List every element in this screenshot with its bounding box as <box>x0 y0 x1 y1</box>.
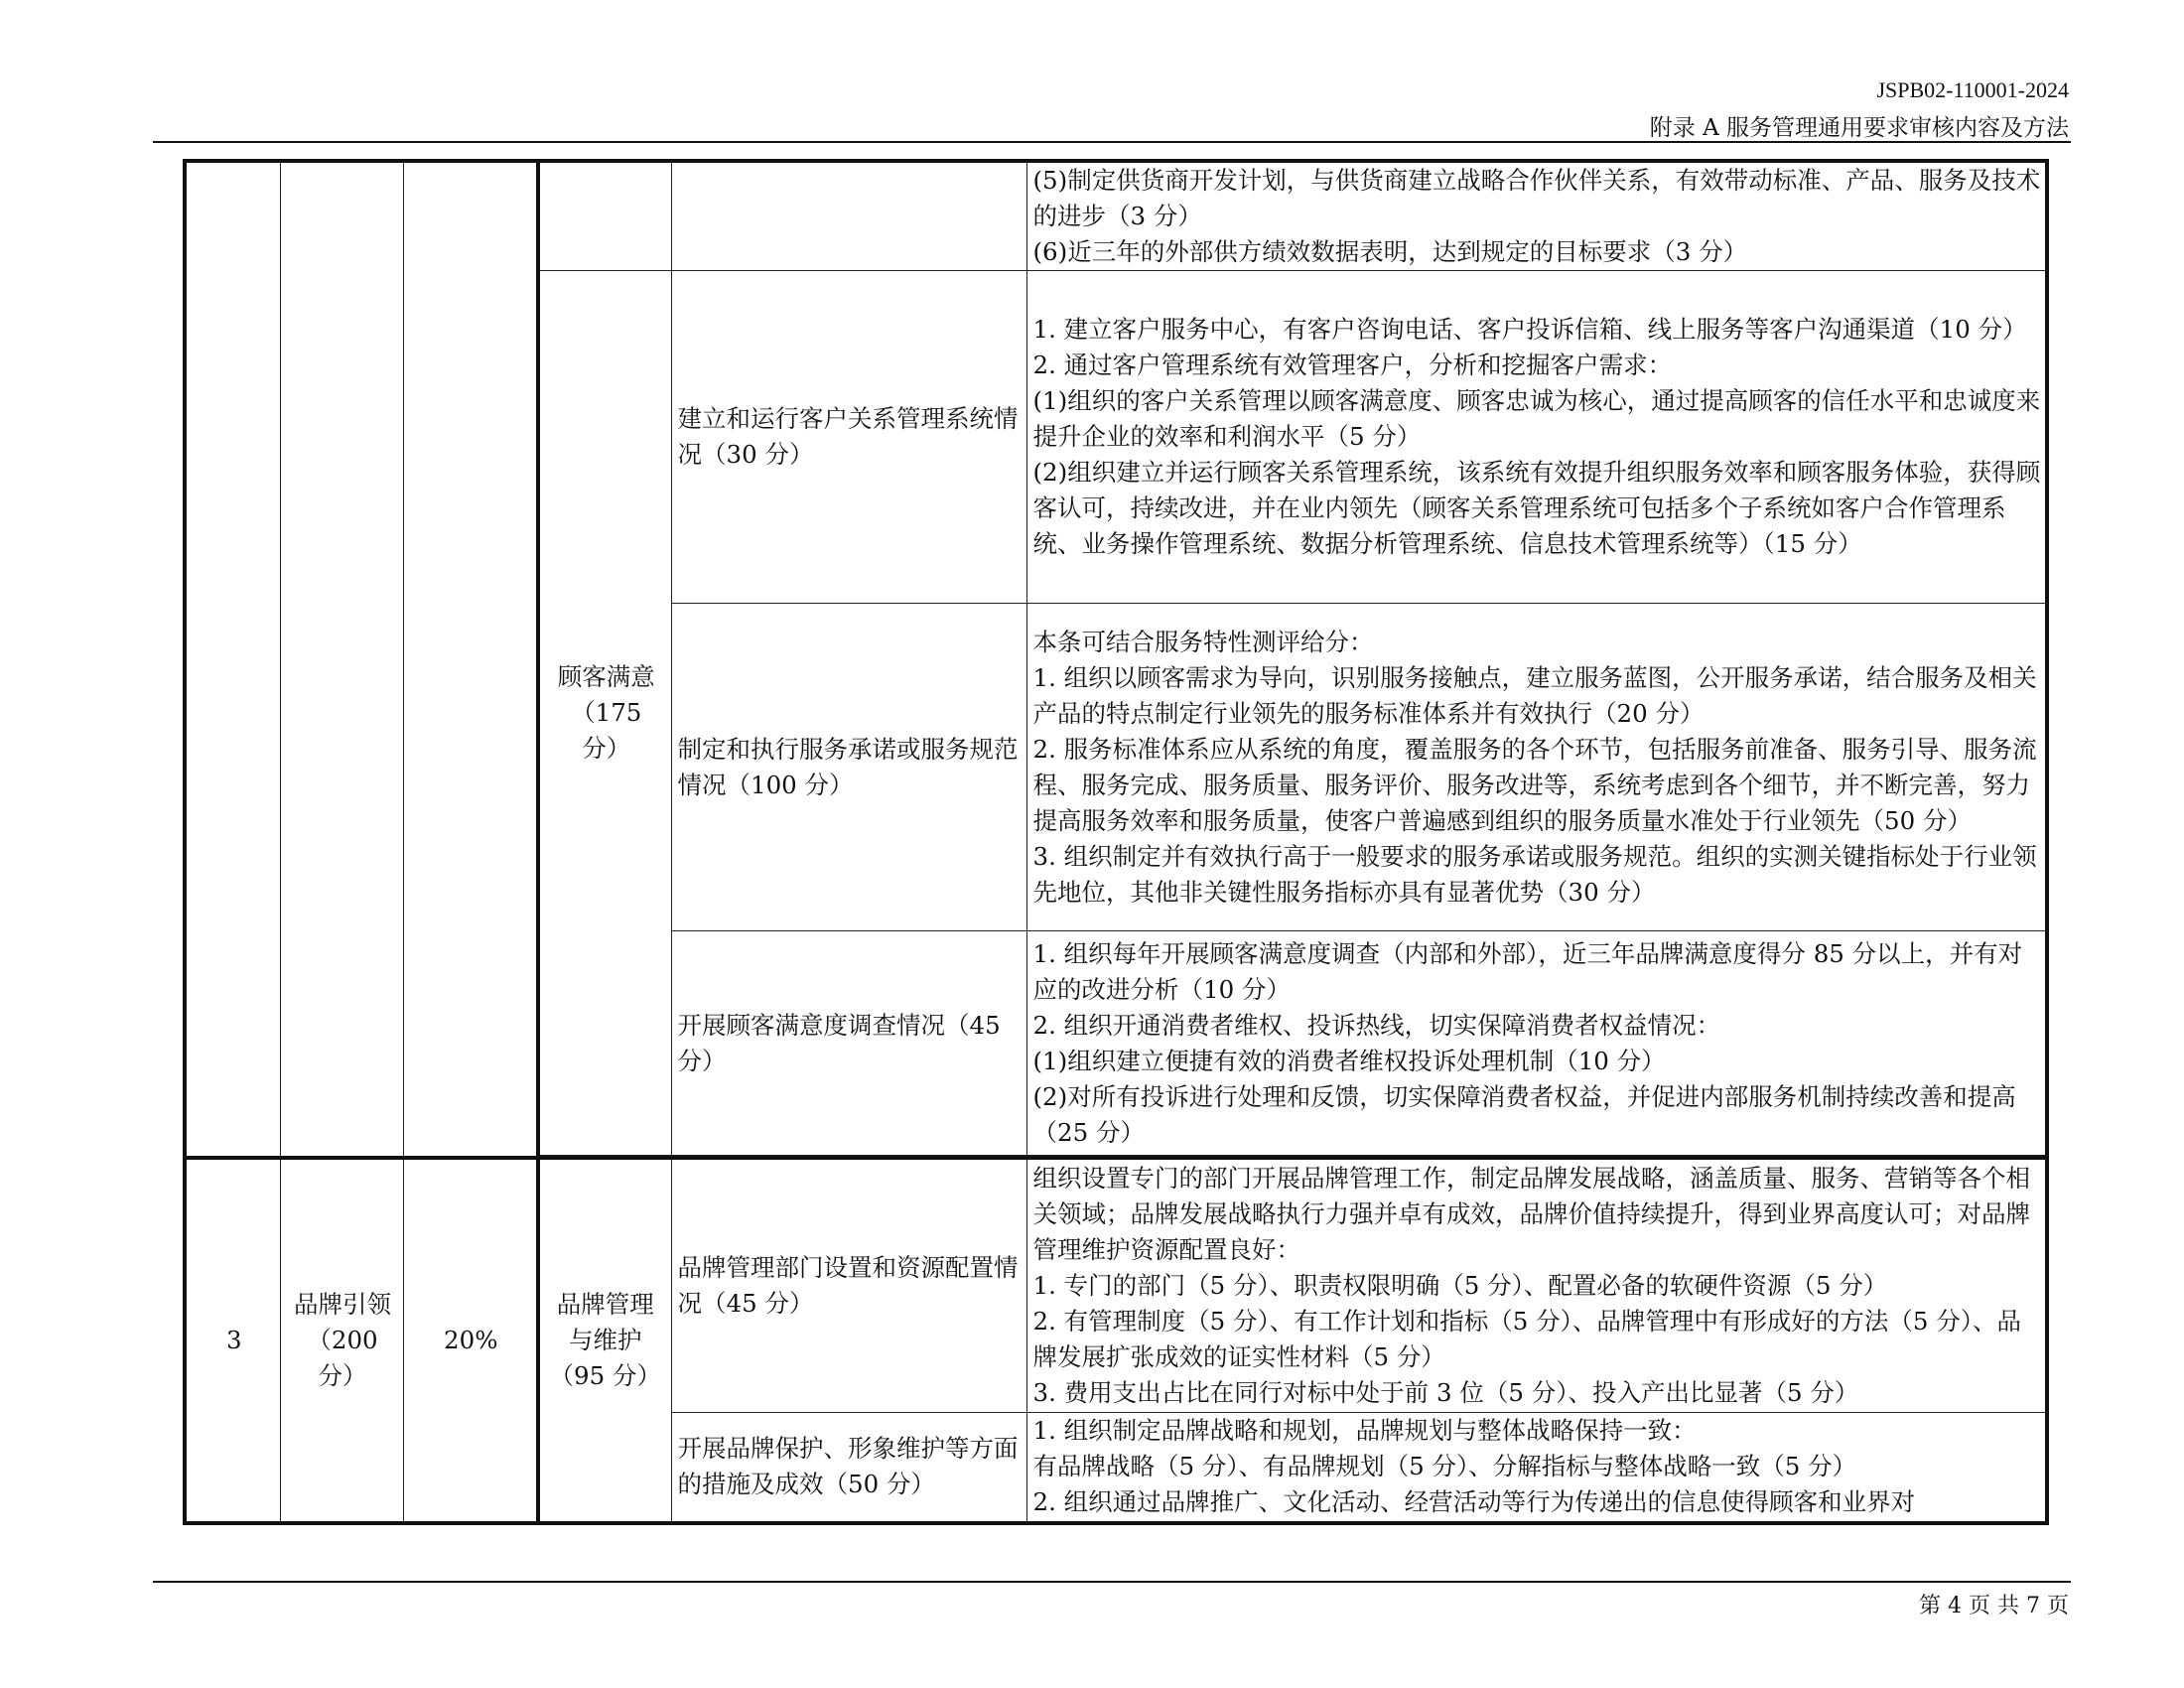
category-label: （175 <box>571 698 642 727</box>
dimension-cell-continued <box>280 161 403 1158</box>
category-label: 顾客满意 <box>557 662 655 691</box>
item-name-cell: 开展顾客满意度调查情况（45 分） <box>671 931 1026 1156</box>
detail-cell <box>1026 931 2047 1156</box>
detail-line: (6)近三年的外部供方绩效数据表明，达到规定的目标要求（3 分） <box>1032 237 1748 266</box>
audit-table <box>183 159 2049 1525</box>
footer-rule <box>153 1581 2071 1583</box>
category-label: 与维护 <box>569 1326 642 1354</box>
detail-cell <box>1026 1412 2047 1523</box>
item-name-cell: 品牌管理部门设置和资源配置情况（45 分） <box>671 1158 1026 1412</box>
detail-line: 3. 费用支出占比在同行对标中处于前 3 位（5 分）、投入产出比显著（5 分） <box>1032 1377 1859 1407</box>
detail-line: 1. 组织以顾客需求为导向，识别服务接触点，建立服务蓝图，公开服务承诺，结合服务及相关产品的特点制定行业领先的服务标准体系并有效执行（20 分） <box>1032 662 2037 728</box>
category-label: 分） <box>582 734 631 763</box>
detail-line: 1. 组织每年开展顾客满意度调查（内部和外部），近三年品牌满意度得分 85 分以上，并有对应的改进分析（10 分） <box>1032 938 2023 1004</box>
detail-line: (5)制定供货商开发计划，与供货商建立战略合作伙伴关系，有效带动标准、产品、服务及技术的进步（3 分） <box>1032 166 2041 230</box>
detail-cell <box>1026 161 2047 271</box>
weight-cell-continued <box>403 161 538 1158</box>
detail-line: 有品牌战略（5 分）、有品牌规划（5 分）、分解指标与整体战略一致（5 分） <box>1032 1452 1857 1481</box>
dimension-cell <box>280 1158 403 1523</box>
detail-line: (2)对所有投诉进行处理和反馈，切实保障消费者权益，并促进内部服务机制持续改善和提高（25 分） <box>1032 1081 2016 1147</box>
category-cell <box>538 1158 671 1523</box>
detail-cell <box>1026 604 2047 931</box>
weight-cell: 20% <box>403 1158 538 1523</box>
dimension-label: 分） <box>318 1361 367 1390</box>
detail-line: 1. 专门的部门（5 分）、职责权限明确（5 分）、配置必备的软硬件资源（5 分） <box>1032 1270 1888 1300</box>
item-name-cell: 开展品牌保护、形象维护等方面的措施及成效（50 分） <box>671 1412 1026 1523</box>
category-label: 品牌管理 <box>556 1290 654 1319</box>
item-name-cell: 建立和运行客户关系管理系统情况（30 分） <box>671 271 1026 604</box>
detail-line: (1)组织的客户关系管理以顾客满意度、顾客忠诚为核心，通过提高顾客的信任水平和忠诚度来提升企业的效率和利润水平（5 分） <box>1032 386 2041 451</box>
row-number-cell: 3 <box>185 1158 280 1523</box>
detail-cell <box>1026 1158 2047 1412</box>
no-cell-continued <box>185 161 280 1158</box>
detail-line: 2. 服务标准体系应从系统的角度，覆盖服务的各个环节，包括服务前准备、服务引导、服务流程、服务完成、服务质量、服务评价、服务改进等，系统考虑到各个细节，并不断完善，努力提高服务效率和服务质量，使客户普遍感到组织的服务质量水准处于行业领先（50 分） <box>1032 734 2037 835</box>
detail-cell <box>1026 271 2047 604</box>
category-cell <box>538 271 671 1156</box>
dimension-label: 品牌引领 <box>294 1290 391 1319</box>
dimension-label: （200 <box>307 1326 378 1354</box>
detail-line: 1. 建立客户服务中心，有客户咨询电话、客户投诉信箱、线上服务等客户沟通渠道（10 分） <box>1032 315 2027 344</box>
category-label: （95 分） <box>549 1361 661 1390</box>
category-cell-continued <box>538 161 671 271</box>
item-name-cell: 制定和执行服务承诺或服务规范情况（100 分） <box>671 604 1026 931</box>
detail-line: (1)组织建立便捷有效的消费者维权投诉处理机制（10 分） <box>1032 1046 1666 1075</box>
detail-line: 2. 通过客户管理系统有效管理客户，分析和挖掘客户需求： <box>1032 351 1673 379</box>
header-doc-code: JSPB02-110001-2024 <box>1876 77 2069 102</box>
detail-line: (2)组织建立并运行顾客关系管理系统，该系统有效提升组织服务效率和顾客服务体验，获得顾客认可，持续改进，并在业内领先（顾客关系管理系统可包括多个子系统如客户合作管理系统、业务操作管理系统、数据分析管理系统、信息技术管理系统等）（15 分） <box>1032 458 2041 558</box>
table-row <box>185 1158 2047 1412</box>
header-rule <box>153 141 2071 143</box>
detail-line: 组织设置专门的部门开展品牌管理工作，制定品牌发展战略，涵盖质量、服务、营销等各个相关领域；品牌发展战略执行力强并卓有成效，品牌价值持续提升，得到业界高度认可；对品牌管理维护资源配置良好： <box>1032 1163 2030 1264</box>
detail-line: 3. 组织制定并有效执行高于一般要求的服务承诺或服务规范。组织的实测关键指标处于行业领先地位，其他非关键性服务指标亦具有显著优势（30 分） <box>1032 841 2037 907</box>
detail-line: 2. 组织开通消费者维权、投诉热线，切实保障消费者权益情况： <box>1032 1010 1721 1040</box>
header-title: 附录 A 服务管理通用要求审核内容及方法 <box>1649 115 2069 141</box>
footer-page-number: 第 4 页 共 7 页 <box>1919 1594 2069 1618</box>
item-cell-continued <box>671 161 1026 271</box>
detail-line: 2. 有管理制度（5 分）、有工作计划和指标（5 分）、品牌管理中有形成好的方法（5 分）、品牌发展扩张成效的证实性材料（5 分） <box>1032 1306 2022 1371</box>
detail-line: 本条可结合服务特性测评给分： <box>1032 627 1374 656</box>
detail-line: 2. 组织通过品牌推广、文化活动、经营活动等行为传递出的信息使得顾客和业界对 <box>1032 1487 1916 1517</box>
table-row <box>185 161 2047 271</box>
detail-line: 1. 组织制定品牌战略和规划，品牌规划与整体战略保持一致： <box>1032 1416 1697 1446</box>
